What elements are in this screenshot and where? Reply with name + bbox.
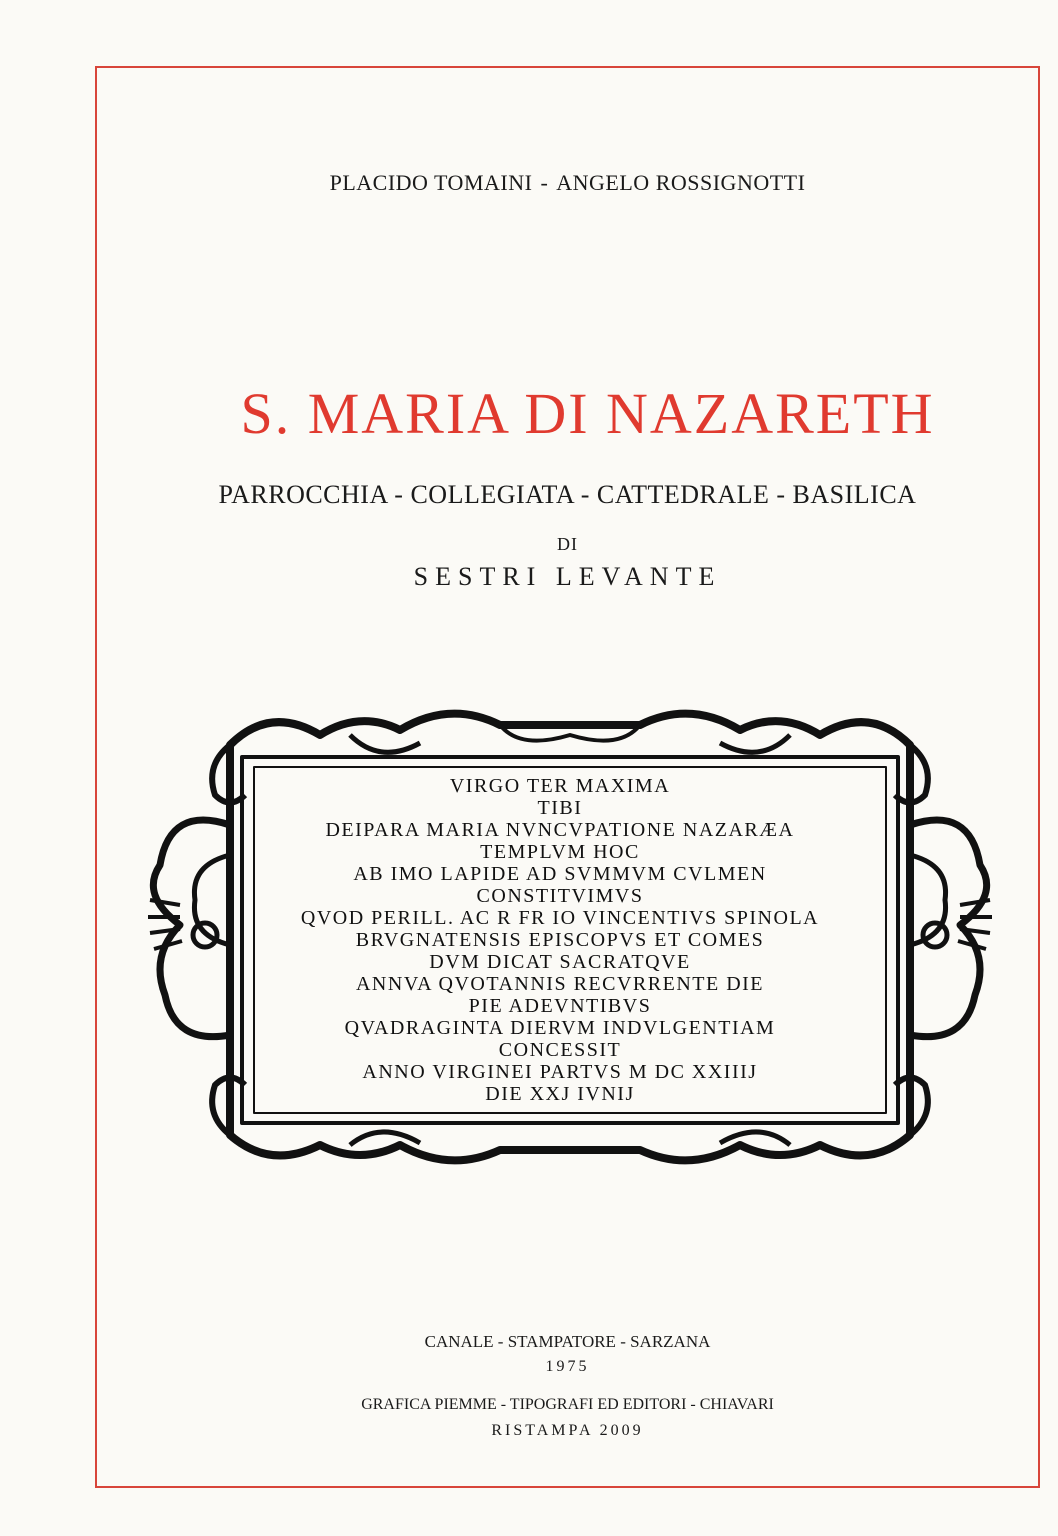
inscription-line: ANNVA QVOTANNIS RECVRRENTE DIE [355, 973, 765, 995]
inscription-line: TEMPLVM HOC [480, 841, 640, 863]
printer-line: CANALE - STAMPATORE - SARZANA [424, 1332, 711, 1351]
inscription-line: DVM DICAT SACRATQVE [429, 951, 691, 973]
inscription-line: AB IMO LAPIDE AD SVMMVM CVLMEN [353, 863, 767, 885]
publication-year: 1975 [545, 1358, 590, 1375]
author-separator: - [540, 170, 549, 195]
subtitle-connector: DI [557, 534, 578, 554]
inscription-line: DIE XXJ IVNIJ [485, 1083, 635, 1105]
book-subtitle: PARROCCHIA - COLLEGIATA - CATTEDRALE - BASILICA [218, 480, 917, 509]
reprint-line: RISTAMPA 2009 [491, 1422, 644, 1439]
inscription-line: QVADRAGINTA DIERVM INDVLGENTIAM [344, 1017, 776, 1039]
inscription-line: DEIPARA MARIA NVNCVPATIONE NAZARÆA [325, 819, 795, 841]
publisher-line: GRAFICA PIEMME - TIPOGRAFI ED EDITORI - CHIAVARI [361, 1396, 774, 1413]
inscription-line: ANNO VIRGINEI PARTVS M DC XXIIIJ [362, 1061, 758, 1083]
author-1: PLACIDO TOMAINI [329, 170, 533, 195]
author-2: ANGELO ROSSIGNOTTI [556, 170, 806, 195]
latin-inscription [260, 775, 860, 1105]
authors-line [95, 170, 1040, 196]
inscription-line: CONCESSIT [498, 1039, 622, 1061]
inscription-line: CONSTITVIMVS [476, 885, 644, 907]
inscription-line: VIRGO TER MAXIMA [449, 775, 671, 797]
book-title: S. MARIA DI NAZARETH [240, 381, 935, 446]
inscription-line: QVOD PERILL. AC R FR IO VINCENTIVS SPINOLA [300, 907, 820, 929]
place-name: SESTRI LEVANTE [413, 562, 722, 591]
inscription-line: PIE ADEVNTIBVS [468, 995, 652, 1017]
inscription-line: BRVGNATENSIS EPISCOPVS ET COMES [355, 929, 765, 951]
inscription-line: TIBI [537, 797, 583, 819]
